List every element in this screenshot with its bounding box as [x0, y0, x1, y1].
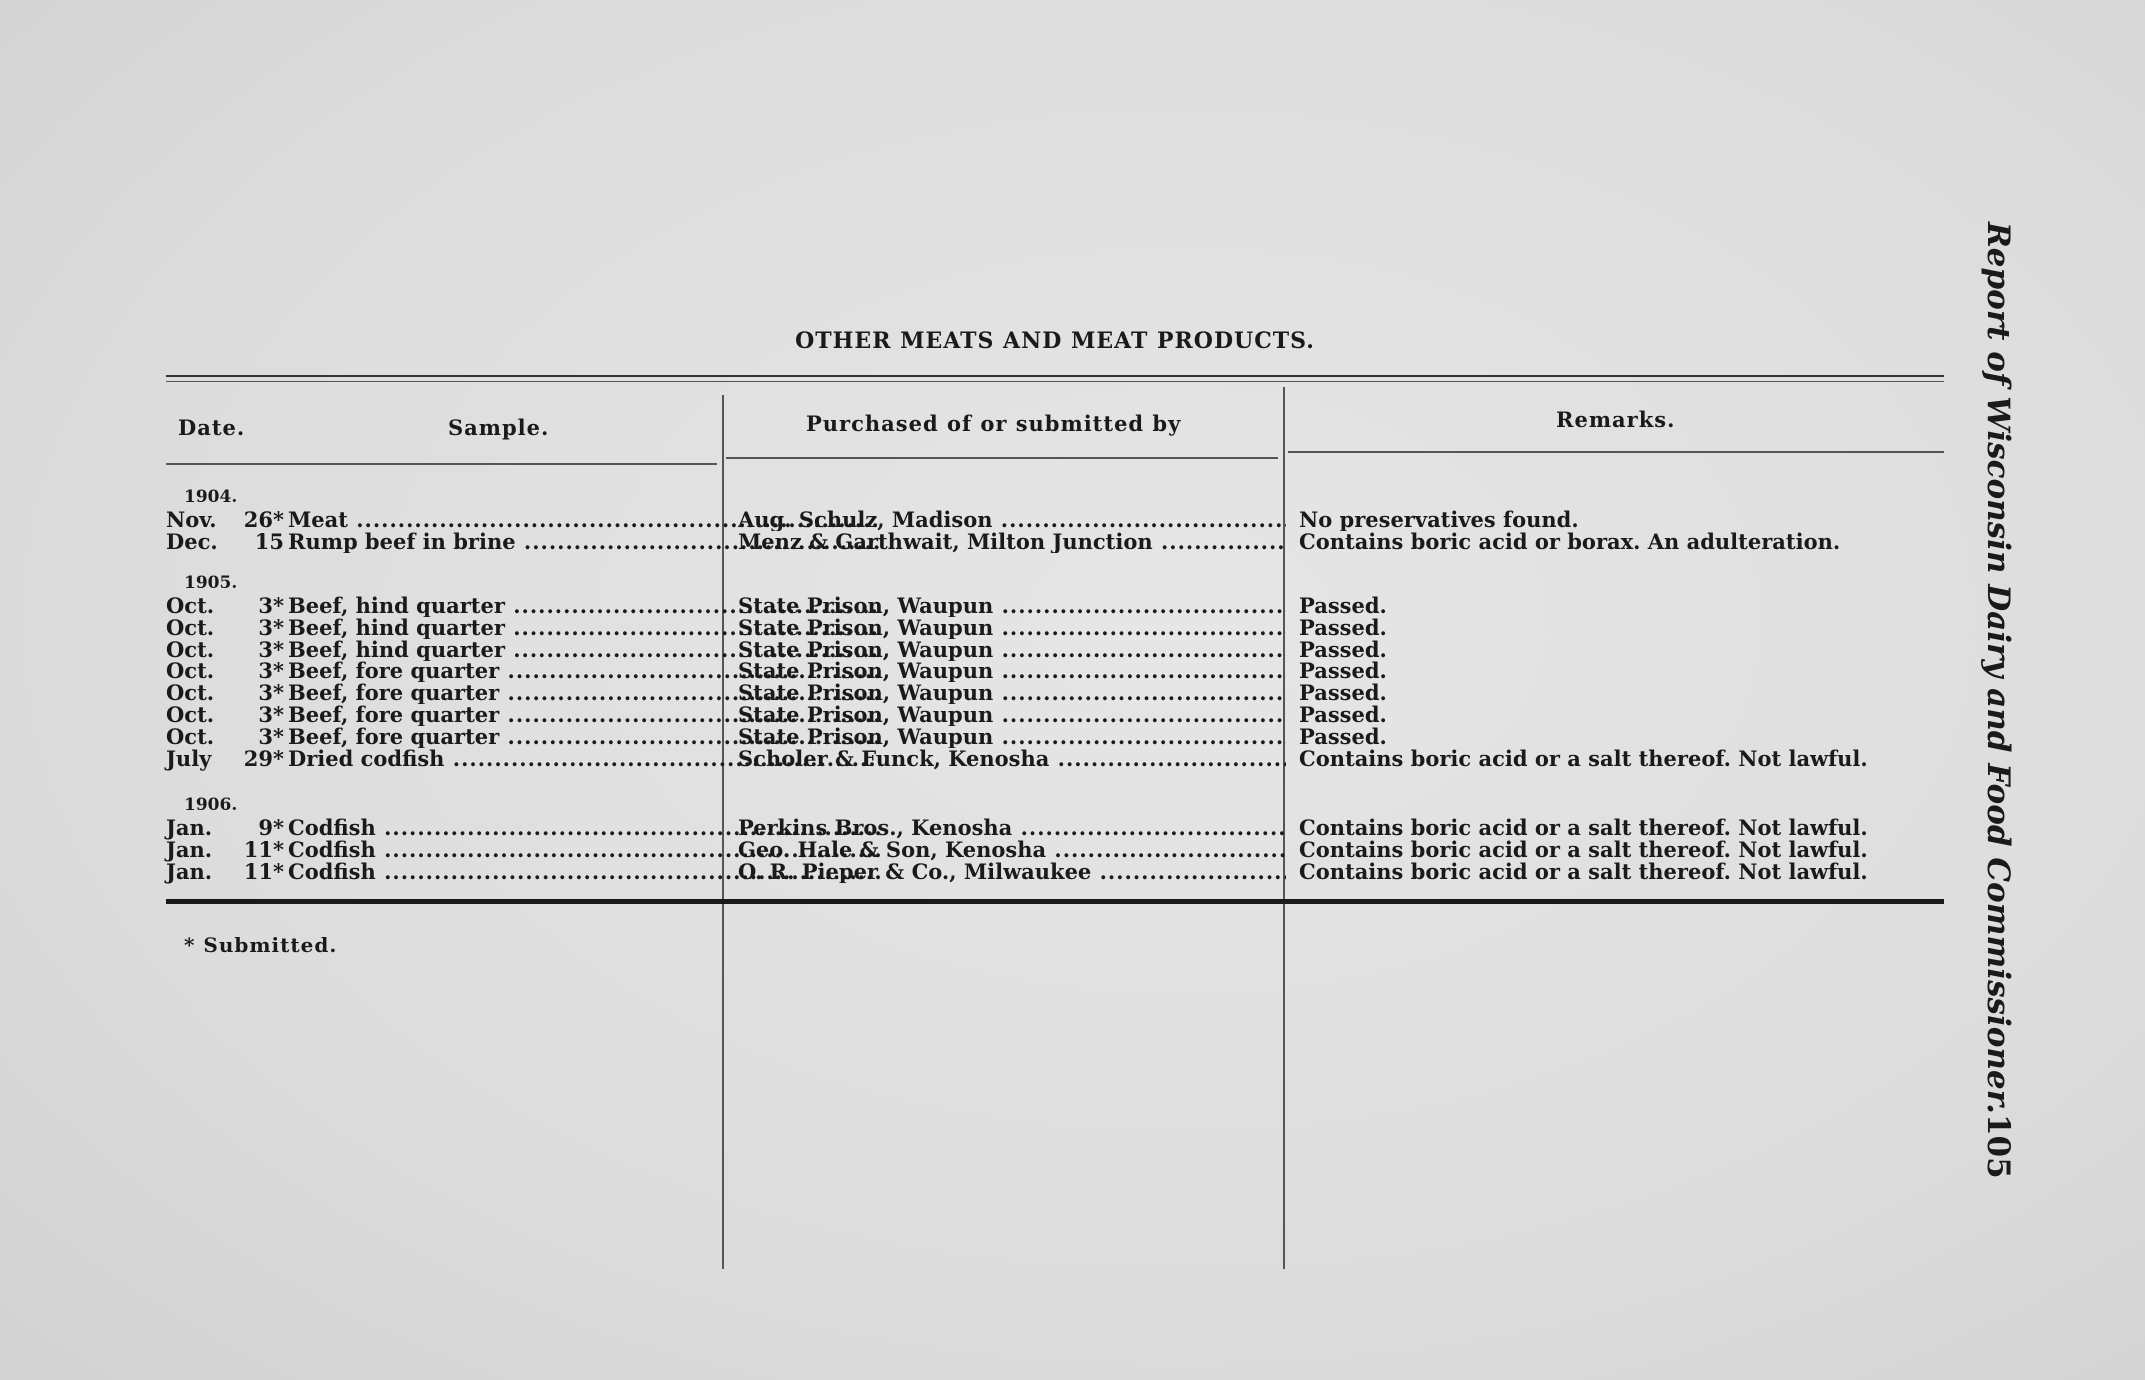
remarks-cell: [1299, 704, 1944, 726]
source-cell: [738, 748, 1286, 770]
source-cell-text: O. R. Pieper & Co., Milwaukee .....: [738, 861, 1286, 883]
date-day: [232, 528, 284, 554]
date-day-text: 3*: [258, 723, 284, 749]
date-month: [166, 704, 232, 726]
date-month-text: Oct.: [166, 593, 215, 618]
date-day-text: 3*: [258, 614, 284, 640]
remarks-cell-text: Contains boric acid or a salt thereof. Not lawful.: [1299, 860, 1868, 883]
source-cell: [738, 726, 1286, 748]
date-day-text: 9*: [258, 815, 284, 840]
table-row: [166, 682, 1944, 704]
sample-cell-text: Beef, hind quarter .....: [288, 617, 880, 639]
date-day: [232, 636, 284, 662]
sample-cell-text: Codfish .....: [288, 861, 880, 883]
remarks-cell-text: Passed.: [1299, 595, 1387, 617]
date-month-text: Nov.: [166, 507, 217, 532]
remarks-cell: [1299, 509, 1944, 531]
date-month: [166, 723, 232, 749]
source-cell-text: State Prison, Waupun .....: [738, 660, 1286, 682]
remarks-cell-text: Passed.: [1299, 638, 1387, 661]
date-month: [166, 509, 232, 531]
remarks-cell-text: Passed.: [1299, 682, 1387, 705]
year-label: 1904.: [184, 487, 238, 507]
remarks-cell-text: Passed.: [1299, 660, 1387, 683]
remarks-cell-text: No preservatives found.: [1299, 509, 1579, 531]
running-header-title: Report of Wisconsin Dairy and Food Commissioner.: [1980, 222, 2016, 1114]
date-day: [232, 704, 284, 726]
date-month-text: Oct.: [166, 614, 215, 640]
date-month: [166, 595, 232, 617]
source-cell: [738, 704, 1286, 726]
remarks-cell: [1299, 595, 1944, 617]
date-day-text: 3*: [258, 680, 284, 706]
table-row: [166, 817, 1944, 839]
date-day-text: 3*: [258, 636, 284, 662]
date-day: [232, 595, 284, 617]
date-day: [232, 858, 284, 884]
date-month: [166, 660, 232, 682]
remarks-cell-text: Contains boric acid or a salt thereof. Not lawful.: [1299, 817, 1868, 839]
sample-cell-text: Rump beef in brine .....: [288, 531, 880, 553]
table-row: [166, 660, 1944, 682]
remarks-cell-text: Passed.: [1299, 616, 1387, 639]
date-month: [166, 817, 232, 839]
table-row: [166, 858, 1944, 884]
source-cell-text: Menz & Garthwait, Milton Junction .....: [738, 531, 1286, 553]
date-day: [232, 745, 284, 771]
date-day: [232, 682, 284, 704]
date-month-text: Jan.: [166, 858, 213, 884]
remarks-cell: [1299, 617, 1944, 639]
date-day-text: 3*: [258, 702, 284, 727]
source-cell: [738, 595, 1286, 617]
sample-cell-text: Dried codfish .....: [288, 748, 880, 770]
table-row: [166, 595, 1944, 617]
date-month-text: Dec.: [166, 528, 218, 554]
table-row: [166, 723, 1944, 749]
date-day-text: 29*: [243, 745, 284, 771]
running-header: [1968, 222, 2016, 1179]
date-day: [232, 723, 284, 749]
remarks-cell: [1299, 639, 1944, 661]
page-number: 105: [1980, 1113, 2016, 1179]
year-label: 1905.: [184, 573, 238, 593]
table-row: [166, 745, 1944, 771]
date-month-text: Jan.: [166, 815, 213, 840]
source-cell-text: Perkins Bros., Kenosha .....: [738, 817, 1286, 839]
date-month-text: Oct.: [166, 636, 215, 662]
date-month: [166, 636, 232, 662]
sample-cell-text: Beef, fore quarter .....: [288, 660, 880, 682]
table-bottom-rule: [166, 899, 1944, 904]
source-cell: [738, 839, 1286, 861]
table-row: [166, 704, 1944, 726]
source-cell: [738, 509, 1286, 531]
date-day-text: 11*: [243, 858, 284, 884]
date-day-text: 3*: [258, 658, 284, 684]
table-row: [166, 614, 1944, 640]
date-month: [166, 836, 232, 862]
remarks-cell: [1299, 682, 1944, 704]
sample-cell-text: Beef, fore quarter .....: [288, 682, 880, 704]
remarks-cell-text: Contains boric acid or borax. An adulteration.: [1299, 530, 1841, 553]
date-day: [232, 614, 284, 640]
table-row: [166, 836, 1944, 862]
source-cell: [738, 531, 1286, 553]
date-month: [166, 528, 232, 554]
footnote: * Submitted.: [184, 933, 338, 957]
sample-cell-text: Codfish .....: [288, 817, 880, 839]
header-remarks: Remarks.: [1556, 407, 1676, 432]
source-cell-text: State Prison, Waupun .....: [738, 639, 1286, 661]
date-day-text: 15: [254, 528, 284, 554]
date-day-text: 11*: [243, 836, 284, 862]
remarks-cell-text: Contains boric acid or a salt thereof. Not lawful.: [1299, 838, 1868, 861]
sample-cell-text: Beef, hind quarter .....: [288, 595, 880, 617]
header-sample: Sample.: [448, 415, 550, 440]
source-cell: [738, 617, 1286, 639]
source-cell-text: State Prison, Waupun .....: [738, 704, 1286, 726]
date-day: [232, 509, 284, 531]
source-cell-text: Aug. Schulz, Madison .....: [738, 509, 1286, 531]
date-day: [232, 836, 284, 862]
remarks-cell: [1299, 726, 1944, 748]
date-month-text: Jan.: [166, 836, 213, 862]
header-source: Purchased of or submitted by: [806, 411, 1182, 436]
header-rule-left: [166, 463, 717, 465]
date-month-text: July: [166, 745, 212, 771]
remarks-cell: [1299, 861, 1944, 883]
date-day: [232, 660, 284, 682]
remarks-cell: [1299, 839, 1944, 861]
sample-cell-text: Meat .....: [288, 509, 880, 531]
date-month: [166, 682, 232, 704]
remarks-cell: [1299, 531, 1944, 553]
source-cell-text: State Prison, Waupun .....: [738, 726, 1286, 748]
table-row: [166, 528, 1944, 554]
header-date: Date.: [178, 415, 246, 440]
table-title: OTHER MEATS AND MEAT PRODUCTS.: [795, 328, 1315, 354]
source-cell: [738, 639, 1286, 661]
date-month-text: Oct.: [166, 680, 215, 706]
source-cell-text: Geo. Hale & Son, Kenosha .....: [738, 839, 1286, 861]
remarks-cell: [1299, 660, 1944, 682]
header-rule-right: [1288, 451, 1944, 453]
date-month-text: Oct.: [166, 658, 215, 684]
date-month: [166, 614, 232, 640]
remarks-cell-text: Passed.: [1299, 725, 1387, 748]
date-day-text: 26*: [243, 507, 284, 532]
source-cell: [738, 682, 1286, 704]
date-day: [232, 817, 284, 839]
table-top-rule-inner: [166, 381, 1944, 382]
sample-cell-text: Beef, fore quarter .....: [288, 704, 880, 726]
date-month-text: Oct.: [166, 702, 215, 727]
remarks-cell-text: Contains boric acid or a salt thereof. Not lawful.: [1299, 747, 1868, 770]
source-cell-text: State Prison, Waupun .....: [738, 617, 1286, 639]
remarks-cell: [1299, 817, 1944, 839]
source-cell: [738, 660, 1286, 682]
sample-cell-text: Beef, hind quarter .....: [288, 639, 880, 661]
sample-cell-text: Beef, fore quarter .....: [288, 726, 880, 748]
date-month: [166, 745, 232, 771]
date-month: [166, 858, 232, 884]
table-row: [166, 509, 1944, 531]
source-cell: [738, 817, 1286, 839]
table-top-rule: [166, 375, 1944, 377]
date-day-text: 3*: [258, 593, 284, 618]
remarks-cell: [1299, 748, 1944, 770]
source-cell-text: State Prison, Waupun .....: [738, 682, 1286, 704]
year-label: 1906.: [184, 795, 238, 815]
header-rule-mid: [726, 457, 1278, 459]
date-month-text: Oct.: [166, 723, 215, 749]
source-cell-text: Scholer & Funck, Kenosha .....: [738, 748, 1286, 770]
source-cell: [738, 861, 1286, 883]
table-row: [166, 636, 1944, 662]
remarks-cell-text: Passed.: [1299, 704, 1387, 726]
source-cell-text: State Prison, Waupun .....: [738, 595, 1286, 617]
sample-cell-text: Codfish .....: [288, 839, 880, 861]
